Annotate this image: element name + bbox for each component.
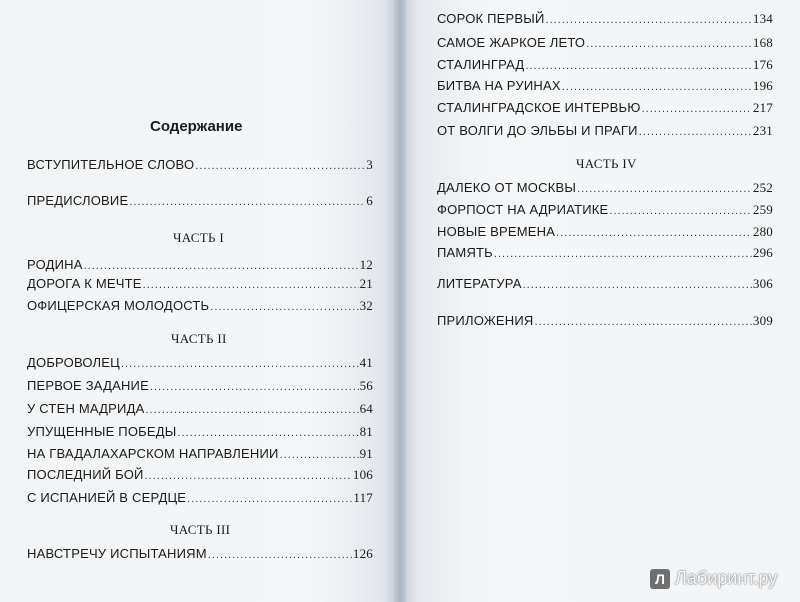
toc-entry-page: 56 (359, 378, 373, 393)
toc-entry (27, 446, 373, 466)
toc-entry-page: 309 (752, 313, 773, 328)
toc-entry-title: САМОЕ ЖАРКОЕ ЛЕТО (437, 35, 586, 50)
toc-entry (27, 193, 373, 213)
toc-entry-title: НА ГВАДАЛАХАРСКОМ НАПРАВЛЕНИИ (27, 446, 279, 461)
toc-entry (437, 35, 773, 55)
toc-entry-title: ОТ ВОЛГИ ДО ЭЛЬБЫ И ПРАГИ (437, 123, 638, 138)
toc-entry-title: ПРЕДИСЛОВИЕ (27, 193, 129, 208)
leader-dots (535, 316, 752, 328)
toc-entry-title: ФОРПОСТ НА АДРИАТИКЕ (437, 202, 609, 217)
leader-dots (177, 427, 358, 439)
toc-entry-title: ПАМЯТЬ (437, 245, 493, 260)
leader-dots (586, 38, 752, 50)
part-label: ЧАСТЬ III (170, 522, 231, 537)
toc-entry-page: 117 (353, 490, 373, 505)
leader-dots (556, 227, 752, 239)
toc-entry-title: ОФИЦЕРСКАЯ МОЛОДОСТЬ (27, 298, 210, 313)
toc-entry-page: 21 (359, 276, 373, 291)
toc-entry-title: СТАЛИНГРАДСКОЕ ИНТЕРВЬЮ (437, 100, 641, 115)
toc-entry (27, 424, 373, 444)
part-label: ЧАСТЬ IV (576, 156, 637, 171)
toc-entry-page: 196 (752, 78, 773, 93)
toc-entry-title: ДОРОГА К МЕЧТЕ (27, 276, 142, 291)
toc-entry (27, 546, 373, 566)
leader-dots (150, 381, 359, 393)
toc-entry (27, 467, 373, 487)
toc-entry-page: 106 (352, 467, 373, 482)
watermark-text: Лабиринт.ру (675, 568, 778, 588)
toc-entry-page: 134 (752, 11, 773, 26)
toc-entry-title: ПЕРВОЕ ЗАДАНИЕ (27, 378, 149, 393)
toc-entry-page: 296 (752, 245, 773, 260)
toc-entry (27, 298, 373, 318)
toc-entry-title: ДОБРОВОЛЕЦ (27, 355, 120, 370)
toc-entry (27, 490, 373, 510)
toc-entry-title: СТАЛИНГРАД (437, 57, 525, 72)
toc-entry (437, 245, 773, 265)
toc-entry-title: НАВСТРЕЧУ ИСПЫТАНИЯМ (27, 546, 207, 561)
leader-dots (639, 126, 752, 138)
labirint-logo-icon: Л (650, 569, 670, 589)
toc-entry-page: 231 (752, 123, 773, 138)
leader-dots (145, 470, 352, 482)
toc-entry-title: СОРОК ПЕРВЫЙ (437, 11, 545, 26)
toc-entry-page: 3 (366, 157, 373, 172)
toc-entry-page: 32 (359, 298, 373, 313)
toc-entry-title: ПРИЛОЖЕНИЯ (437, 313, 534, 328)
toc-entry-page: 280 (752, 224, 773, 239)
toc-entry-title: ПОСЛЕДНИЙ БОЙ (27, 467, 144, 482)
toc-entry-page: 81 (359, 424, 373, 439)
toc-entry (437, 123, 773, 143)
toc-entry (437, 276, 773, 296)
toc-entry-title: ДАЛЕКО ОТ МОСКВЫ (437, 180, 577, 195)
toc-entry (27, 276, 373, 296)
toc-entry-title: ЛИТЕРАТУРА (437, 276, 522, 291)
toc-entry-page: 64 (359, 401, 373, 416)
leader-dots (523, 279, 752, 291)
leader-dots (642, 103, 752, 115)
toc-entry-page: 176 (752, 57, 773, 72)
toc-entry-page: 306 (752, 276, 773, 291)
toc-entry-title: С ИСПАНИЕЙ В СЕРДЦЕ (27, 490, 187, 505)
leader-dots (577, 183, 752, 195)
toc-entry-title: УПУЩЕННЫЕ ПОБЕДЫ (27, 424, 177, 439)
leader-dots (145, 404, 358, 416)
leader-dots (143, 279, 359, 291)
toc-entry (437, 180, 773, 200)
leader-dots (562, 81, 752, 93)
toc-entry-title: ВСТУПИТЕЛЬНОЕ СЛОВО (27, 157, 195, 172)
toc-entry (437, 57, 773, 77)
left-page (0, 0, 394, 602)
toc-entry-page: 41 (359, 355, 373, 370)
labirint-watermark (650, 568, 777, 589)
toc-heading: Содержание (150, 118, 243, 135)
leader-dots (210, 301, 358, 313)
toc-entry-page: 91 (359, 446, 373, 461)
toc-entry (27, 378, 373, 398)
part-label: ЧАСТЬ I (173, 230, 224, 245)
leader-dots (84, 260, 359, 272)
toc-entry (437, 78, 773, 98)
toc-entry-page: 217 (752, 100, 773, 115)
leader-dots (546, 14, 752, 26)
toc-entry-title: БИТВА НА РУИНАХ (437, 78, 561, 93)
leader-dots (609, 205, 751, 217)
toc-entry (27, 355, 373, 375)
book-gutter (394, 0, 406, 602)
toc-entry-page: 259 (752, 202, 773, 217)
toc-entry (437, 202, 773, 222)
leader-dots (121, 358, 359, 370)
toc-entry (27, 257, 373, 277)
toc-entry-page: 12 (359, 257, 373, 272)
leader-dots (280, 449, 359, 461)
toc-entry (437, 11, 773, 31)
toc-entry-page: 252 (752, 180, 773, 195)
toc-entry-title: У СТЕН МАДРИДА (27, 401, 145, 416)
leader-dots (525, 60, 751, 72)
leader-dots (208, 549, 352, 561)
toc-entry (437, 100, 773, 120)
leader-dots (129, 196, 365, 208)
toc-entry-page: 126 (352, 546, 373, 561)
leader-dots (187, 493, 352, 505)
toc-entry (27, 157, 373, 177)
toc-entry-page: 168 (752, 35, 773, 50)
toc-entry (437, 224, 773, 244)
leader-dots (494, 248, 752, 260)
toc-entry-title: РОДИНА (27, 257, 83, 272)
leader-dots (195, 160, 365, 172)
toc-entry (27, 401, 373, 421)
toc-entry-title: НОВЫЕ ВРЕМЕНА (437, 224, 556, 239)
toc-entry-page: 6 (366, 193, 373, 208)
toc-entry (437, 313, 773, 333)
part-label: ЧАСТЬ II (171, 331, 227, 346)
